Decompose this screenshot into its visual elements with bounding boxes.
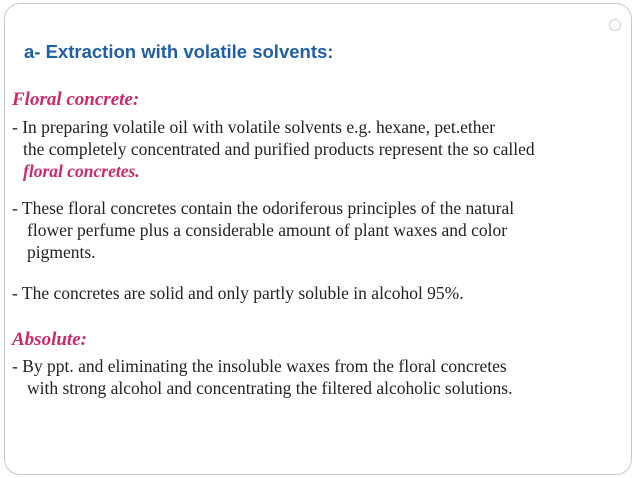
floral-p2-line1: - These floral concretes contain the odoriferous principles of the natural (12, 198, 515, 218)
absolute-p1-line1: - By ppt. and eliminating the insoluble waxes from the floral concretes (12, 356, 507, 376)
floral-p1-line2: the completely concentrated and purified products represent the so called (23, 139, 535, 159)
absolute-p1-line2: with strong alcohol and concentrating the filtered alcoholic solutions. (27, 378, 513, 398)
floral-paragraph-2 (12, 197, 627, 263)
slide-heading: a- Extraction with volatile solvents: (24, 41, 334, 62)
absolute-title-text: Absolute: (12, 329, 87, 350)
floral-paragraph-3 (12, 282, 627, 304)
floral-concretes-term: floral concretes. (23, 161, 140, 181)
floral-p2-line3: pigments. (27, 242, 96, 262)
absolute-paragraph-1 (12, 355, 627, 399)
floral-p3-line1: - The concretes are solid and only partly soluble in alcohol 95%. (12, 283, 464, 303)
floral-concrete-title (12, 88, 627, 111)
floral-p1-line1: - In preparing volatile oil with volatile solvents e.g. hexane, pet.ether (12, 117, 496, 137)
absolute-title (12, 328, 627, 351)
floral-paragraph-1 (12, 116, 627, 182)
floral-concrete-title-text: Floral concrete: (12, 89, 140, 110)
slide-corner-circle (609, 19, 621, 31)
floral-p2-line2: flower perfume plus a considerable amount of plant waxes and color (27, 220, 508, 240)
